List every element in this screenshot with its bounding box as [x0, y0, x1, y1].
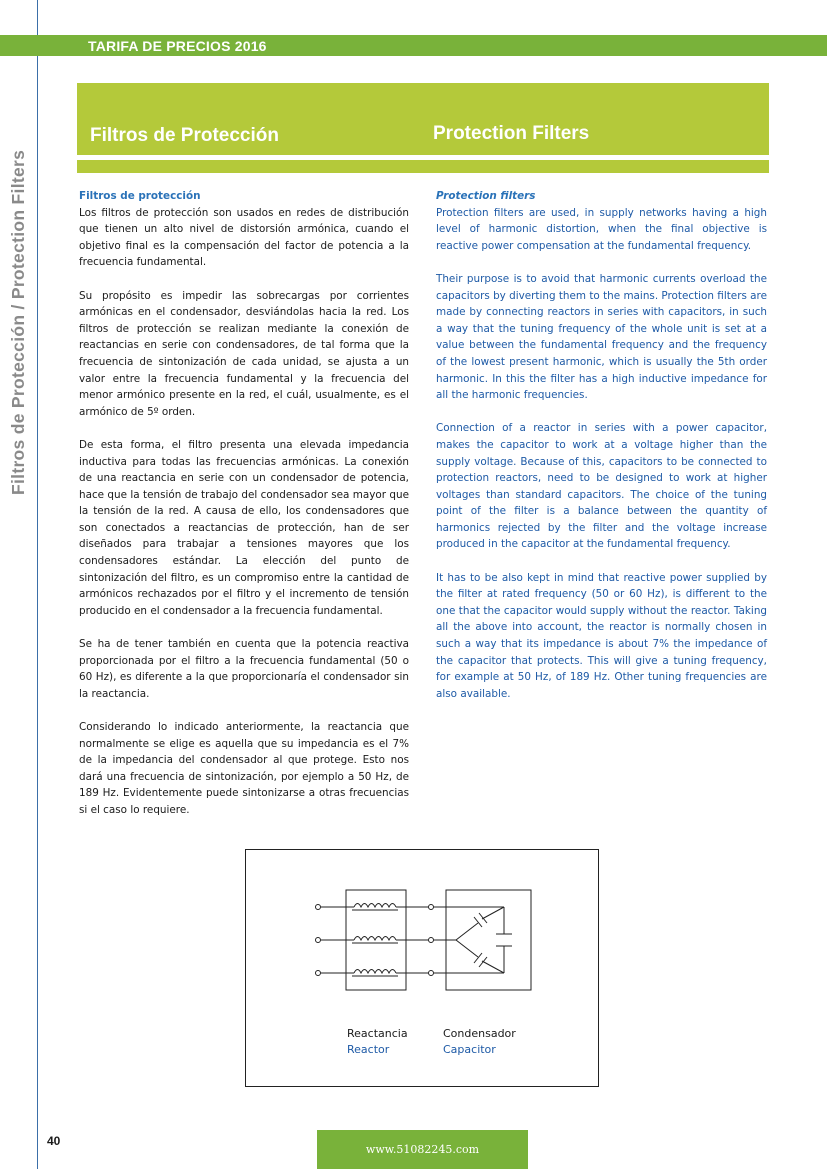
page-number: 40 — [47, 1134, 61, 1148]
banner-title-es: Filtros de Protección — [90, 125, 279, 146]
english-paragraph: It has to be also kept in mind that reactive power supplied by the filter at rated frequency (50 or 60 Hz), is different to the one that the capacitor would supply without the reactor. Taking all the above into account, the reactor is normally chosen in such a way that its impedance is about 7% the impedance of the capacitor that protects. This will give a tuning frequency, for example at 50 Hz, of 189 Hz. Other tuning frequencies are also available. — [436, 571, 767, 700]
spanish-paragraph: Los filtros de protección son usados en redes de distribución que tienen un alto nivel de distorsión armónica, cuando el objetivo final es la compensación del factor de potencia a la frecuencia fundamental. — [79, 206, 409, 269]
spanish-paragraph: Considerando lo indicado anteriormente, la reactancia que normalmente se elige es aquella que su impedancia es el 7% de la impedancia del condensador al que protege. Esto nos dará una frecuencia de sintonización, por ejemplo a 50 Hz, de 189 Hz. Evidentemente puede sintonizarse a otras frecuencias si el caso lo requiere. — [79, 721, 409, 816]
filter-circuit-diagram — [245, 849, 599, 1087]
capacitor-label-es: Condensador — [443, 1027, 516, 1040]
coil-3 — [354, 970, 396, 974]
english-paragraph: Their purpose is to avoid that harmonic currents overload the capacitors by diverting them to the mains. Protection filters are made by connecting reactors in series with capacitors, in such a way that the tuning frequency of the whole unit is set at a value between the fundamental frequency and the frequency of the lowest present harmonic, which is usually the 5th order harmonic. In this the filter has a high inductive impedance for all the harmonic frequencies. — [436, 272, 767, 402]
banner-strip — [77, 160, 769, 173]
left-margin-line — [37, 0, 38, 1169]
side-vertical-label: Filtros de Protección / Protection Filters — [8, 149, 28, 495]
header-title: TARIFA DE PRECIOS 2016 — [88, 38, 267, 54]
reactor-label-en: Reactor — [347, 1043, 390, 1056]
spanish-paragraph: Su propósito es impedir las sobrecargas por corrientes armónicas en el condensador, desviándolas hacia la red. Los filtros de protección se realizan mediante la conexión de reactancias en serie con condensadores, de tal forma que la frecuencia de sintonización de cada unidad, se ajusta a un valor entre la frecuencia fundamental y la frecuencia del menor armónico presente en la red, el cuál, usualmente, es el armónico de 5º orden. — [79, 289, 409, 418]
english-heading: Protection filters — [436, 190, 536, 202]
english-paragraph: Protection filters are used, in supply networks having a high level of harmonic distortion, when the final objective is reactive power compensation at the fundamental frequency. — [436, 206, 767, 252]
spanish-paragraph: Se ha de tener también en cuenta que la potencia reactiva proporcionada por el filtro a la frecuencia fundamental (50 o 60 Hz), es diferente a la que proporcionaría el condensador sin la reactancia. — [79, 638, 409, 700]
circuit-drawing — [246, 850, 600, 1088]
capacitor-box — [446, 890, 531, 990]
english-column — [436, 188, 767, 719]
footer-url[interactable]: www.51082245.com — [365, 1143, 480, 1156]
spanish-column — [79, 188, 409, 835]
spanish-paragraph: De esta forma, el filtro presenta una elevada impedancia inductiva para todas las frecuencias armónicas. La conexión de una reactancia en serie con un condensador de potencia, hace que la tensión de trabajo del condensador sea mayor que la tensión de la red. A causa de ello, los condensadores que son conectados a reactancias de protección, han de ser diseñados para trabajar a tensiones mayores que los condensadores estándar. La elección del punto de sintonización del filtro, es un compromiso entre la cantidad de armónicos rechazados por el filtro y el incremento de tensión producido en el condensador a la frecuencia fundamental. — [79, 438, 409, 617]
section-banner — [77, 83, 769, 155]
footer-bar — [317, 1130, 528, 1169]
banner-title-en: Protection Filters — [433, 123, 590, 144]
capacitor-label-en: Capacitor — [443, 1043, 496, 1056]
coil-1 — [354, 904, 396, 908]
spanish-heading: Filtros de protección — [79, 190, 201, 202]
header-bar — [0, 35, 827, 56]
coil-2 — [354, 937, 396, 941]
reactor-label-es: Reactancia — [347, 1027, 408, 1040]
english-paragraph: Connection of a reactor in series with a power capacitor, makes the capacitor to work at a voltage higher than the supply voltage. Because of this, capacitors to be connected to protection reactors, need to be designed to work at higher voltages than standard capacitors. The choice of the tuning point of the filter is a balance between the quantity of harmonics rejected by the filter and the voltage increase produced in the capacitor at the fundamental frequency. — [436, 422, 767, 551]
